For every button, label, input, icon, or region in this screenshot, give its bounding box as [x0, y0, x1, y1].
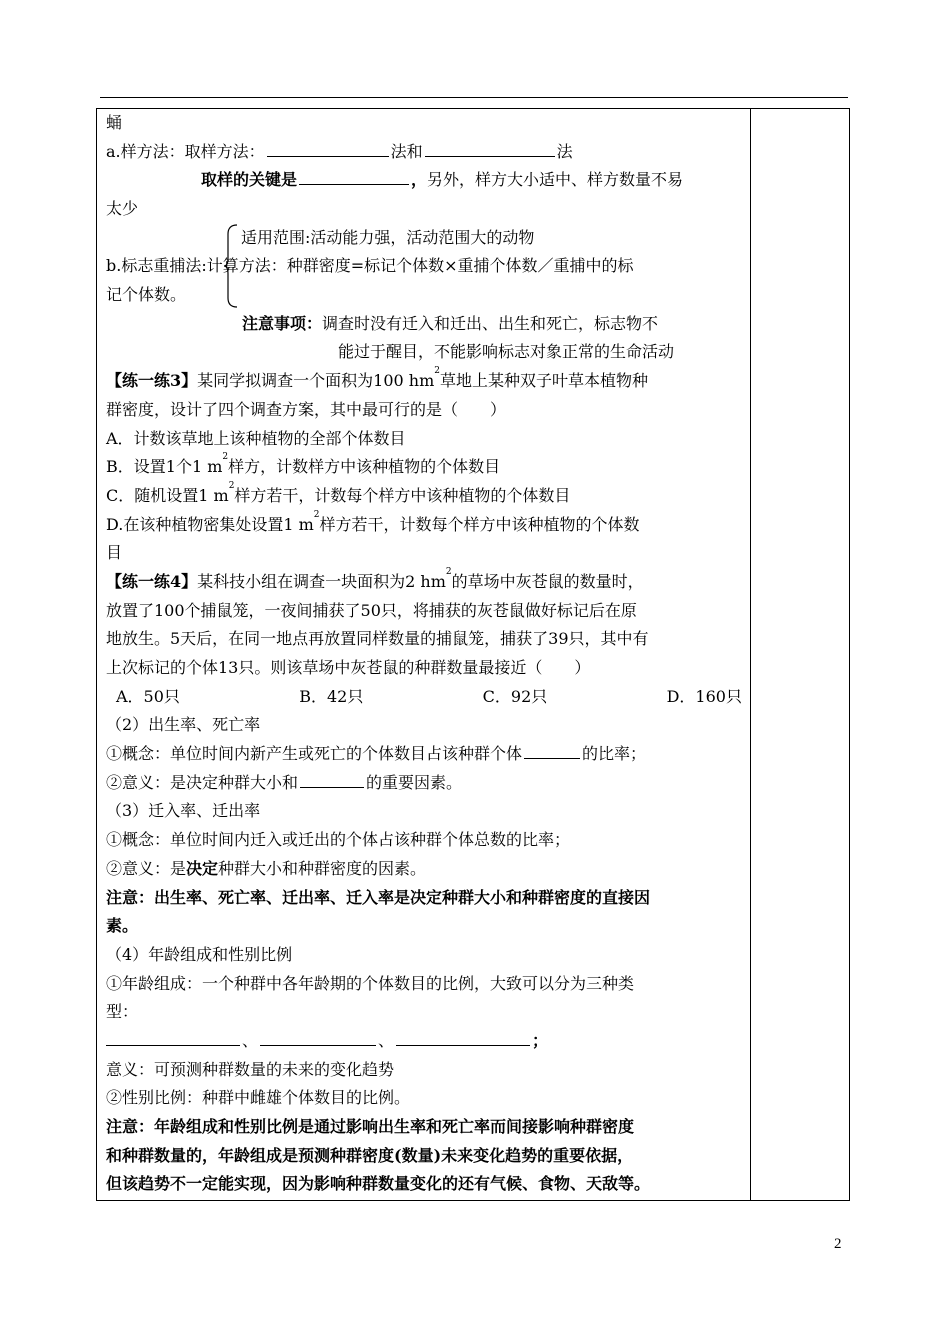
text-line: 能过于醒目，不能影响标志对象正常的生命活动: [338, 342, 675, 362]
text-line: b.标志重捕法:计算方法：种群密度=标记个体数×重捕个体数／重捕中的标: [106, 256, 634, 276]
text-line: 适用范围:活动能力强，活动范围大的动物: [241, 227, 535, 247]
text-line: 记个体数。: [106, 285, 187, 305]
answer-options: [106, 683, 742, 712]
table-column-divider: [750, 109, 751, 1200]
text-line: 【练一练3】某同学拟调查一个面积为100 $hm^2$草地上某种双子叶草本植物种: [106, 366, 648, 391]
text-line: D.在该种植物密集处设置1 $m^2$样方若干，计数每个样方中该种植物的个体数: [106, 509, 640, 534]
blank-field: [299, 166, 409, 185]
text-line: 和种群数量的，年龄组成是预测种群密度(数量)未来变化趋势的重要依据，: [106, 1145, 634, 1165]
blank-field: [106, 1027, 240, 1046]
text-line: B．设置1个1 $m^2$样方，计数样方中该种植物的个体数目: [106, 452, 501, 477]
header-rule: [100, 97, 848, 98]
text-line: 素。: [106, 916, 139, 936]
text-line: 意义：可预测种群数量的未来的变化趋势: [106, 1059, 395, 1079]
blank-field: [425, 138, 555, 157]
option-d: D．160只: [666, 686, 742, 706]
blank-field: [524, 740, 580, 759]
text-line: 上次标记的个体13只。则该草场中灰苍鼠的种群数量最接近（ ）: [106, 658, 591, 677]
text-line: 蛹: [106, 113, 123, 132]
blank-field: [300, 769, 364, 788]
option-b: B．42只: [299, 686, 364, 706]
section-heading: （3）迁入率、迁出率: [106, 801, 261, 821]
text-line: 型：: [106, 1002, 139, 1022]
text-line: ①概念：单位时间内新产生或死亡的个体数目占该种群个体 的比率；: [106, 740, 742, 769]
text-line: A．计数该草地上该种植物的全部个体数目: [106, 428, 406, 448]
text-line: 但该趋势不一定能实现，因为影响种群数量变化的还有气候、食物、天敌等。: [106, 1174, 651, 1194]
text-line: 【练一练4】某科技小组在调查一块面积为2 $hm^2$的草场中灰苍鼠的数量时，: [106, 566, 644, 591]
text-line: C．随机设置1 $m^2$样方若干，计数每个样方中该种植物的个体数目: [106, 480, 571, 505]
blank-field: [396, 1027, 530, 1046]
text-line: ②性别比例：种群中雌雄个体数目的比例。: [106, 1088, 411, 1108]
text-line: 注意：年龄组成和性别比例是通过影响出生率和死亡率而间接影响种群密度: [106, 1117, 635, 1136]
text-line: ①概念：单位时间内迁入或迁出的个体占该种群个体总数的比率；: [106, 830, 571, 850]
option-a: A．50只: [116, 686, 180, 706]
blank-field: [260, 1027, 376, 1046]
text-line: 群密度，设计了四个调查方案，其中最可行的是（ ）: [106, 399, 507, 419]
text-line: 注意事项：调查时没有迁入和迁出、出生和死亡，标志物不: [242, 313, 659, 333]
text-line: a.样方法：取样方法： 法和 法: [106, 138, 742, 167]
text-line: 地放生。5天后，在同一地点再放置同样数量的捕鼠笼，捕获了39只，其中有: [106, 629, 649, 649]
text-line: ②意义：是决定种群大小和 的重要因素。: [106, 769, 742, 798]
text-line: 目: [106, 543, 123, 563]
blank-field: [267, 138, 389, 157]
text-line: 太少: [106, 199, 139, 219]
option-c: C．92只: [482, 686, 548, 706]
text-line: ②意义：是决定种群大小和种群密度的因素。: [106, 858, 427, 878]
page-number: 2: [834, 1236, 842, 1252]
section-heading: （2）出生率、死亡率: [106, 715, 261, 735]
text-line: 注意：出生率、死亡率、迁出率、迁入率是决定种群大小和种群密度的直接因: [106, 887, 651, 907]
text-line: 放置了100个捕鼠笼，一夜间捕获了50只，将捕获的灰苍鼠做好标记后在原: [106, 600, 637, 620]
text-line: 、 、 ；: [106, 1027, 742, 1056]
mark-recapture-block: [106, 224, 742, 310]
section-heading: （4）年龄组成和性别比例: [106, 944, 293, 964]
text-line: 取样的关键是 ，另外，样方大小适中、样方数量不易: [106, 166, 742, 195]
main-content: [106, 109, 742, 1199]
text-line: ①年龄组成：一个种群中各年龄期的个体数目的比例，大致可以分为三种类: [106, 973, 635, 993]
